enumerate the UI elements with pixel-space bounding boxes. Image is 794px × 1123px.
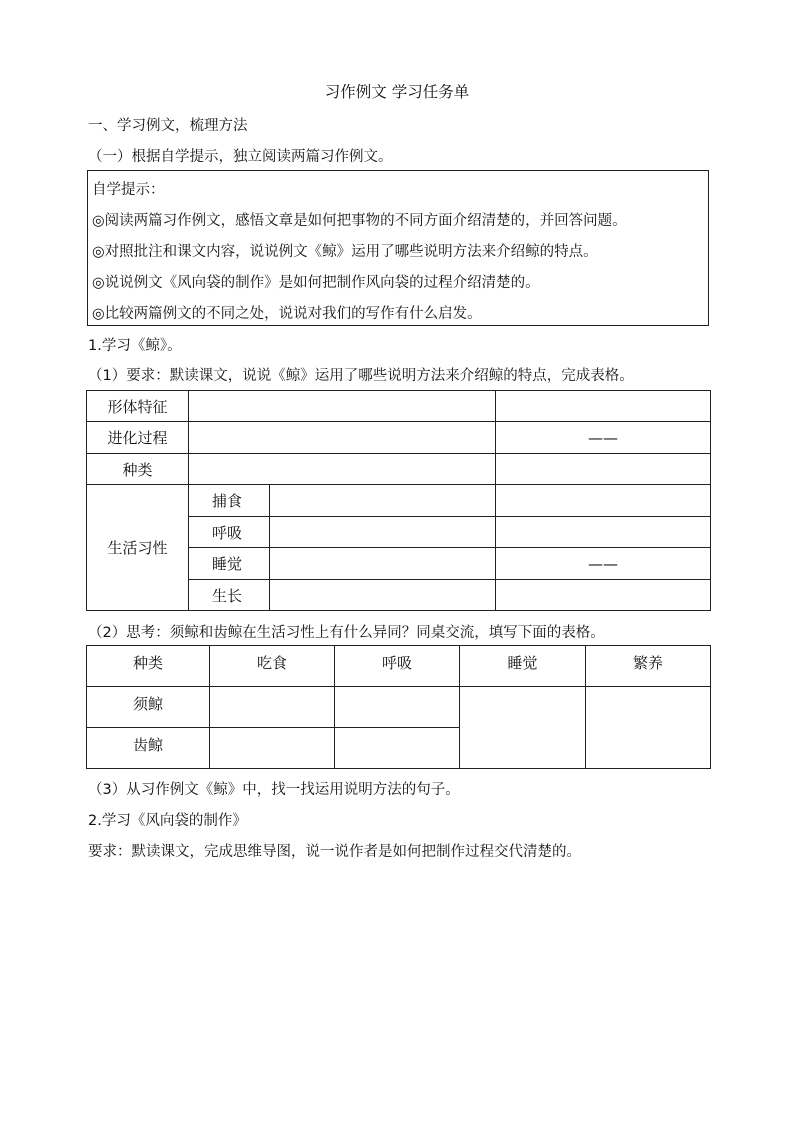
habit-label: 生长 — [189, 580, 270, 611]
dash-cell: —— — [496, 422, 711, 454]
answer-cell[interactable] — [335, 728, 460, 769]
tip-item: ◎对照批注和课文内容，说说例文《鲸》运用了哪些说明方法来介绍鲸的特点。 — [92, 244, 598, 260]
table-header-row — [87, 646, 711, 687]
answer-cell[interactable] — [460, 687, 586, 769]
answer-cell[interactable] — [335, 687, 460, 728]
whale-compare-table — [86, 645, 711, 769]
column-header: 种类 — [87, 646, 210, 687]
tip-item: ◎比较两篇例文的不同之处，说说对我们的写作有什么启发。 — [92, 306, 482, 322]
answer-cell[interactable] — [189, 422, 496, 454]
habit-label: 呼吸 — [189, 517, 270, 548]
column-header: 睡觉 — [460, 646, 586, 687]
page-title: 习作例文 学习任务单 — [324, 83, 470, 101]
answer-cell[interactable] — [496, 454, 711, 485]
tips-heading: 自学提示： — [92, 182, 165, 198]
answer-cell[interactable] — [586, 687, 711, 769]
requirement-text: （1）要求：默读课文，说说《鲸》运用了哪些说明方法来介绍鲸的特点，完成表格。 — [88, 368, 634, 384]
row-label: 进化过程 — [87, 422, 189, 454]
table-row — [87, 485, 711, 517]
dash-cell: —— — [496, 548, 711, 580]
group-label: 生活习性 — [87, 485, 189, 611]
requirement-text: 要求：默读课文，完成思维导图，说一说作者是如何把制作过程交代清楚的。 — [88, 844, 581, 860]
habit-label: 睡觉 — [189, 548, 270, 580]
table-row — [87, 391, 711, 422]
answer-cell[interactable] — [210, 728, 335, 769]
requirement-text: （3）从习作例文《鲸》中，找一找运用说明方法的句子。 — [88, 782, 460, 798]
row-label: 种类 — [87, 454, 189, 485]
tip-item: ◎阅读两篇习作例文，感悟文章是如何把事物的不同方面介绍清楚的，并回答问题。 — [92, 213, 627, 229]
self-study-tips-box — [87, 170, 709, 326]
answer-cell[interactable] — [189, 391, 496, 422]
row-label: 形体特征 — [87, 391, 189, 422]
answer-cell[interactable] — [210, 687, 335, 728]
requirement-text: （2）思考：须鲸和齿鲸在生活习性上有什么异同？同桌交流，填写下面的表格。 — [88, 625, 605, 641]
answer-cell[interactable] — [496, 580, 711, 611]
row-label: 须鲸 — [87, 687, 210, 728]
row-label: 齿鲸 — [87, 728, 210, 769]
answer-cell[interactable] — [270, 580, 496, 611]
whale-features-table — [86, 390, 711, 611]
column-header: 呼吸 — [335, 646, 460, 687]
answer-cell[interactable] — [270, 548, 496, 580]
subsection-heading: （一）根据自学提示，独立阅读两篇习作例文。 — [88, 149, 393, 165]
column-header: 繁养 — [586, 646, 711, 687]
part-heading: 2.学习《风向袋的制作》 — [88, 813, 247, 829]
answer-cell[interactable] — [496, 517, 711, 548]
answer-cell[interactable] — [270, 517, 496, 548]
answer-cell[interactable] — [496, 485, 711, 517]
tip-item: ◎说说例文《风向袋的制作》是如何把制作风向袋的过程介绍清楚的。 — [92, 275, 540, 291]
answer-cell[interactable] — [270, 485, 496, 517]
habit-label: 捕食 — [189, 485, 270, 517]
answer-cell[interactable] — [189, 454, 496, 485]
part-heading: 1.学习《鲸》。 — [88, 338, 182, 354]
answer-cell[interactable] — [496, 391, 711, 422]
table-row — [87, 687, 711, 728]
table-row — [87, 422, 711, 454]
section-heading: 一、学习例文，梳理方法 — [88, 118, 248, 134]
column-header: 吃食 — [210, 646, 335, 687]
table-row — [87, 454, 711, 485]
